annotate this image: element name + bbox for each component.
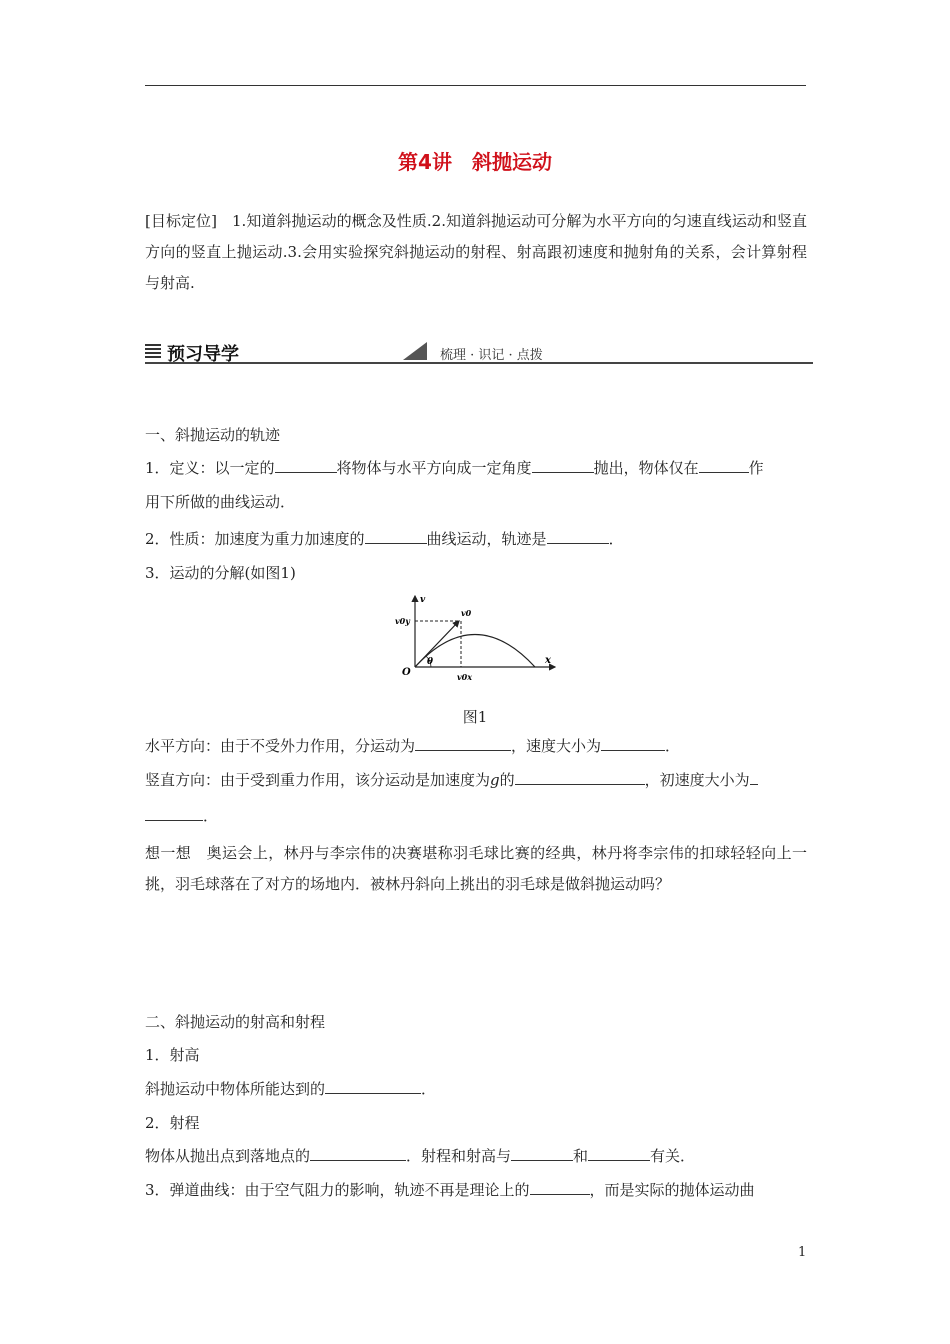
fill-blank[interactable] xyxy=(275,458,337,473)
objectives: [目标定位] 1.知道斜抛运动的概念及性质.2.知道斜抛运动可分解为水平方向的匀速直线运动和竖直方向的竖直上抛运动.3.会用实验探究斜抛运动的射程、射高跟初速度和抛射角的关系，会计算射程与射高. xyxy=(145,212,807,292)
banner-rule xyxy=(145,362,813,364)
fill-blank[interactable] xyxy=(699,458,749,473)
part1-heading: 一、斜抛运动的轨迹 xyxy=(145,426,281,444)
text: 作 xyxy=(748,459,764,477)
symbol-g: g xyxy=(490,771,500,789)
v0-vector xyxy=(415,621,459,667)
fill-blank[interactable] xyxy=(365,529,427,544)
text: 将物体与水平方向成一定角度 xyxy=(336,459,532,477)
text: ，速度大小为 xyxy=(511,737,602,755)
text: ． xyxy=(203,807,219,825)
fill-blank[interactable] xyxy=(601,736,665,751)
trajectory-figure xyxy=(395,592,565,688)
range-line xyxy=(145,1145,815,1167)
text: 水平方向：由于不受外力作用，分运动为 xyxy=(145,737,416,755)
range-heading: 2．射程 xyxy=(145,1114,200,1132)
text: 抛出，物体仅在 xyxy=(593,459,699,477)
fill-blank[interactable] xyxy=(515,770,645,785)
label-v0x: v0x xyxy=(457,672,472,682)
triangle-icon xyxy=(403,342,427,360)
text: 3．弹道曲线：由于空气阻力的影响，轨迹不再是理论上的 xyxy=(145,1181,530,1199)
label-origin: O xyxy=(402,667,411,678)
text: 物体从抛出点到落地点的 xyxy=(145,1147,311,1165)
fill-blank[interactable] xyxy=(547,529,609,544)
text: 1．定义：以一定的 xyxy=(145,459,275,477)
decomposition-line: 3．运动的分解(如图1) xyxy=(145,564,296,582)
fill-blank[interactable] xyxy=(145,806,203,821)
property-line xyxy=(145,528,815,550)
fill-blank[interactable] xyxy=(750,770,758,785)
fill-blank[interactable] xyxy=(532,458,594,473)
text: 的 xyxy=(499,771,515,789)
definition-line xyxy=(145,457,815,479)
text: ，初速度大小为 xyxy=(644,771,750,789)
text: ． xyxy=(665,737,681,755)
stripes-icon xyxy=(145,344,161,360)
definition-line-2: 用下所做的曲线运动． xyxy=(145,493,296,511)
section-banner xyxy=(145,340,813,368)
text: 有关． xyxy=(650,1147,696,1165)
fill-blank[interactable] xyxy=(588,1146,650,1161)
text: 曲线运动，轨迹是 xyxy=(426,530,547,548)
label-v0y: v0y xyxy=(395,616,410,626)
vertical-line xyxy=(145,769,815,791)
fill-blank[interactable] xyxy=(325,1079,421,1094)
label-theta: θ xyxy=(427,657,434,667)
range-height-heading: 1．射高 xyxy=(145,1046,200,1064)
fill-blank[interactable] xyxy=(415,736,511,751)
text: 2．性质：加速度为重力加速度的 xyxy=(145,530,365,548)
label-v: v xyxy=(420,595,426,605)
text: 竖直方向：由于受到重力作用，该分运动是加速度为 xyxy=(145,771,491,789)
text: ． xyxy=(421,1080,437,1098)
figure-caption: 图1 xyxy=(462,708,488,726)
range-height-line xyxy=(145,1078,815,1100)
vertical-line-2 xyxy=(145,805,815,827)
ballistic-line xyxy=(145,1179,815,1201)
banner-heading: 预习导学 xyxy=(167,344,239,365)
page-title: 第4讲 斜抛运动 xyxy=(398,150,552,174)
text: ．射程和射高与 xyxy=(406,1147,512,1165)
text: 和 xyxy=(573,1147,589,1165)
page-number: 1 xyxy=(798,1245,807,1260)
header-rule xyxy=(145,85,806,86)
part2-heading: 二、斜抛运动的射高和射程 xyxy=(145,1013,326,1031)
horizontal-line xyxy=(145,735,815,757)
text: 斜抛运动中物体所能达到的 xyxy=(145,1080,326,1098)
banner-subtitle: 梳理 · 识记 · 点拨 xyxy=(440,348,543,363)
text: ． xyxy=(608,530,624,548)
fill-blank[interactable] xyxy=(511,1146,573,1161)
text: ，而是实际的抛体运动曲 xyxy=(589,1181,755,1199)
label-x: x xyxy=(545,655,551,666)
label-v0: v0 xyxy=(461,608,472,618)
fill-blank[interactable] xyxy=(310,1146,406,1161)
think-question: 想一想 奥运会上，林丹与李宗伟的决赛堪称羽毛球比赛的经典，林丹将李宗伟的扣球轻轻向上一挑，羽毛球落在了对方的场地内．被林丹斜向上挑出的羽毛球是做斜抛运动吗？ xyxy=(145,844,807,893)
fill-blank[interactable] xyxy=(530,1180,590,1195)
